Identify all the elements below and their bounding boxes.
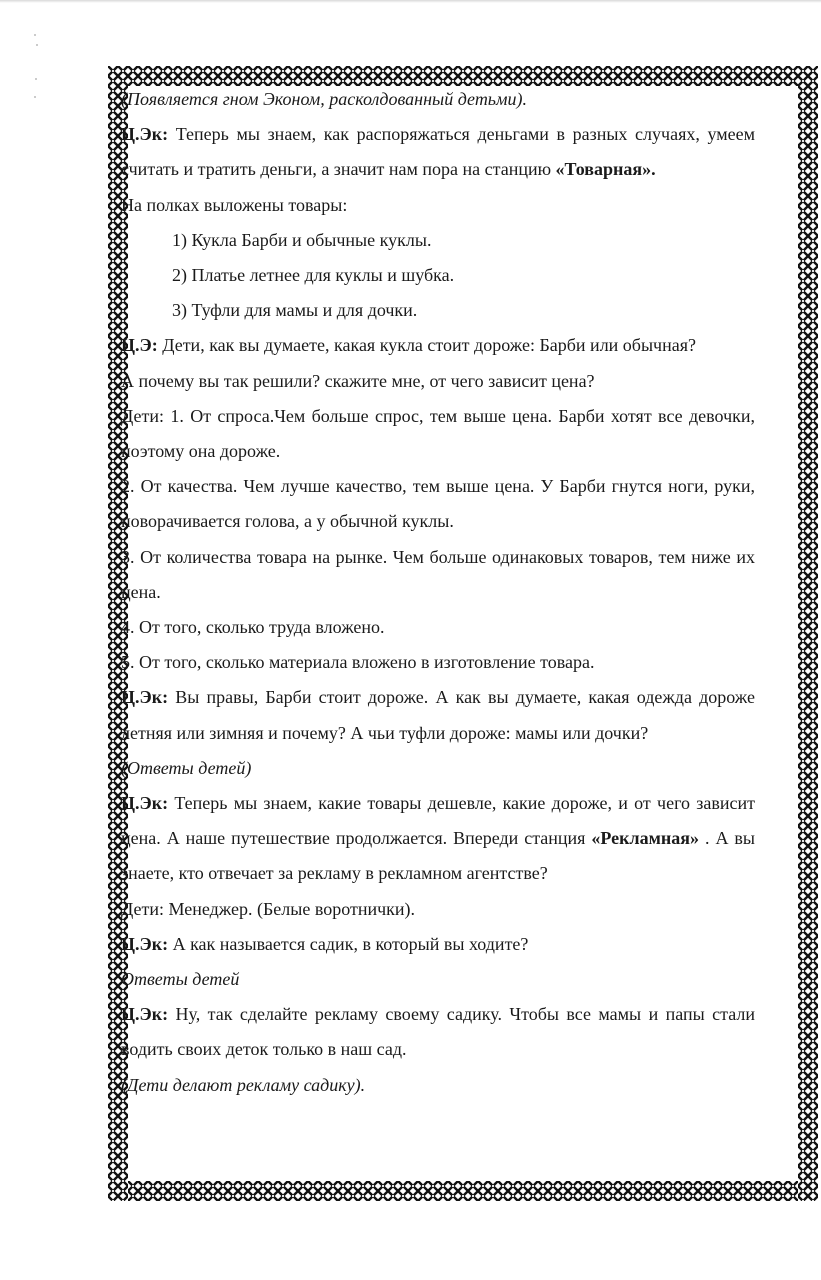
speech-text: Дети, как вы думаете, какая кукла стоит дороже: Барби или обычная? xyxy=(157,335,696,356)
station-name: «Рекламная» xyxy=(591,828,700,849)
speech-text: . А вы знаете, кто отвечает за рекламу в рекламном агентстве? xyxy=(121,828,755,884)
speaker-label: Ц.Эк: xyxy=(121,124,169,145)
paragraph: 3. От количества товара на рынке. Чем больше одинаковых товаров, тем ниже их цена. xyxy=(121,546,755,602)
speech-text: Теперь мы знаем, какие товары дешевле, какие дороже, и от чего зависит цена. А наше путешествие продолжается. Впереди станция xyxy=(121,793,755,849)
paragraph xyxy=(121,786,755,892)
stage-direction: (Ответы детей) xyxy=(121,757,252,778)
paragraph: Дети: 1. От спроса.Чем больше спрос, тем выше цена. Барби хотят все девочки, поэтому она дороже. xyxy=(121,405,755,462)
paragraph xyxy=(121,997,755,1067)
speech-text: А как называется садик, в который вы ходите? xyxy=(168,933,529,954)
speaker-label: Ц.Эк: xyxy=(121,933,169,954)
speaker-label: Ц.Эк: xyxy=(121,1004,169,1025)
paragraph: Дети: Менеджер. (Белые воротнички). xyxy=(121,898,416,919)
paragraph xyxy=(121,117,755,187)
station-name: «Товарная». xyxy=(555,159,656,180)
speaker-label: Ц.Эк: xyxy=(121,687,169,708)
scan-edge xyxy=(0,0,821,3)
speech-text: Теперь мы знаем, как распоряжаться деньгами в разных случаях, умеем считать и тратить деньги, а значит нам пора на станцию xyxy=(121,124,755,180)
list-item: 3) Туфли для мамы и для дочки. xyxy=(172,300,418,321)
border-right xyxy=(798,66,818,1201)
list-item: 2) Платье летнее для куклы и шубка. xyxy=(172,265,455,286)
paragraph xyxy=(121,328,755,363)
speech-text: Ну, так сделайте рекламу своему садику. Чтобы все мамы и папы стали водить своих деток только в наш сад. xyxy=(121,1004,755,1060)
paragraph: 4. От того, сколько труда вложено. xyxy=(121,617,385,638)
paragraph: А почему вы так решили? скажите мне, от чего зависит цена? xyxy=(121,370,595,391)
stage-direction: (Дети делают рекламу садику). xyxy=(121,1074,366,1095)
stage-direction: (Появляется гном Эконом, расколдованный детьми). xyxy=(121,89,527,109)
document-body xyxy=(121,82,755,1103)
paragraph xyxy=(121,680,755,750)
paragraph: 2. От качества. Чем лучше качество, тем выше цена. У Барби гнутся ноги, руки, поворачивается голова, а у обычной куклы. xyxy=(121,476,755,532)
paragraph: 5. От того, сколько материала вложено в изготовление товара. xyxy=(121,652,595,673)
speaker-label: Ц.Эк: xyxy=(121,793,169,814)
speaker-label: Ц.Э: xyxy=(121,335,158,356)
speech-text: Вы правы, Барби стоит дороже. А как вы думаете, какая одежда дороже летняя или зимняя и почему? А чьи туфли дороже: мамы или дочки? xyxy=(121,687,755,743)
paragraph xyxy=(121,927,755,962)
paragraph: На полках выложены товары: xyxy=(121,194,348,215)
scan-specks xyxy=(30,30,50,110)
stage-direction: Ответы детей xyxy=(121,969,240,990)
list-item: 1) Кукла Барби и обычные куклы. xyxy=(172,229,432,250)
border-bottom xyxy=(108,1181,818,1201)
